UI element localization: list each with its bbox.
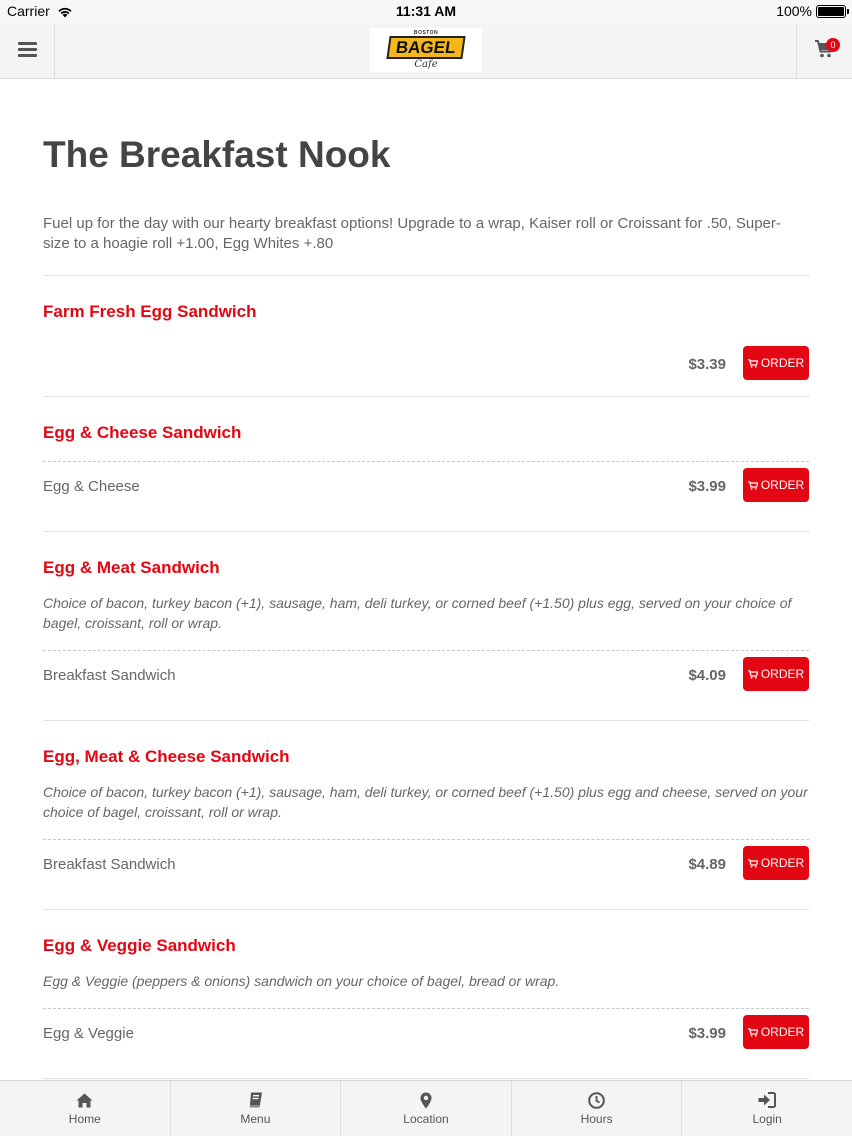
cart-icon xyxy=(748,359,758,368)
battery-percent: 100% xyxy=(776,3,812,19)
item-name: Egg, Meat & Cheese Sandwich xyxy=(43,747,290,766)
login-icon xyxy=(758,1091,776,1109)
map-pin-icon xyxy=(420,1091,432,1109)
tab-hours[interactable] xyxy=(512,1081,683,1136)
status-bar xyxy=(0,0,852,24)
tab-menu[interactable] xyxy=(171,1081,342,1136)
order-button[interactable] xyxy=(743,346,809,380)
item-name: Farm Fresh Egg Sandwich xyxy=(43,302,257,321)
book-icon xyxy=(248,1091,263,1109)
item-price: $3.99 xyxy=(688,1025,726,1042)
menu-item xyxy=(43,910,809,1079)
item-price: $3.39 xyxy=(688,356,726,373)
cart-count-badge: 0 xyxy=(826,38,840,52)
item-price: $4.89 xyxy=(688,856,726,873)
page-title: The Breakfast Nook xyxy=(43,134,391,175)
cart-icon xyxy=(748,670,758,679)
carrier-label: Carrier xyxy=(7,3,50,19)
cart-icon xyxy=(748,1028,758,1037)
tab-label: Hours xyxy=(580,1112,613,1126)
battery-icon xyxy=(816,5,846,18)
menu-item xyxy=(43,532,809,721)
cart-button[interactable] xyxy=(796,24,852,78)
top-nav-bar xyxy=(0,24,852,79)
tab-location[interactable] xyxy=(341,1081,512,1136)
order-button-label: ORDER xyxy=(760,856,805,870)
order-button[interactable] xyxy=(743,468,809,502)
menu-button[interactable] xyxy=(0,24,55,78)
logo-sub-text: Cafe xyxy=(414,59,438,70)
menu-item xyxy=(43,721,809,910)
order-button-label: ORDER xyxy=(760,667,805,681)
tab-label: Menu xyxy=(240,1112,271,1126)
tab-label: Location xyxy=(403,1112,449,1126)
logo-top-text: BOSTON xyxy=(413,30,439,36)
item-price: $4.09 xyxy=(688,667,726,684)
cart-icon xyxy=(748,481,758,490)
item-description: Egg & Veggie (peppers & onions) sandwich on your choice of bagel, bread or wrap. xyxy=(43,973,560,989)
item-option-row xyxy=(43,839,809,909)
item-name: Egg & Veggie Sandwich xyxy=(43,936,236,955)
item-name: Egg & Cheese Sandwich xyxy=(43,423,242,442)
hamburger-icon xyxy=(18,41,37,62)
order-button-label: ORDER xyxy=(760,478,805,492)
brand-logo[interactable] xyxy=(370,28,482,72)
order-button-label: ORDER xyxy=(760,1025,805,1039)
item-option-label: Breakfast Sandwich xyxy=(43,856,176,873)
tab-login[interactable] xyxy=(682,1081,852,1136)
item-option-label: Egg & Veggie xyxy=(43,1025,134,1042)
order-button-label: ORDER xyxy=(760,356,805,370)
item-price: $3.99 xyxy=(688,478,726,495)
home-icon xyxy=(76,1091,93,1109)
tab-label: Login xyxy=(752,1112,782,1126)
clock-icon xyxy=(588,1091,605,1109)
order-button[interactable] xyxy=(743,1015,809,1049)
logo-main-text: BAGEL xyxy=(387,36,466,59)
item-option-row xyxy=(43,461,809,531)
tab-home[interactable] xyxy=(0,1081,171,1136)
item-description: Choice of bacon, turkey bacon (+1), sausage, ham, deli turkey, or corned beef (+1.50) plus egg, served on your choice of bagel, croissant, roll or wrap. xyxy=(43,595,792,631)
bottom-tab-bar xyxy=(0,1080,852,1136)
order-button[interactable] xyxy=(743,657,809,691)
item-option-row xyxy=(43,650,809,720)
item-description: Choice of bacon, turkey bacon (+1), sausage, ham, deli turkey, or corned beef (+1.50) plus egg and cheese, served on your choice of bagel, croissant, roll or wrap. xyxy=(43,784,808,820)
clock-time: 11:31 AM xyxy=(395,3,457,19)
item-name: Egg & Meat Sandwich xyxy=(43,558,220,577)
page-description: Fuel up for the day with our hearty breakfast options! Upgrade to a wrap, Kaiser roll or Croissant for .50, Super-size to a hoagie roll +1.00, Egg Whites +.80 xyxy=(43,215,781,252)
item-option-row xyxy=(43,340,809,396)
item-option-row xyxy=(43,1008,809,1078)
item-option-label: Breakfast Sandwich xyxy=(43,667,176,684)
tab-label: Home xyxy=(68,1112,101,1126)
cart-icon xyxy=(748,859,758,868)
order-button[interactable] xyxy=(743,846,809,880)
menu-item xyxy=(43,397,809,532)
item-option-label: Egg & Cheese xyxy=(43,478,140,495)
menu-content xyxy=(0,80,852,1080)
menu-item xyxy=(43,276,809,397)
